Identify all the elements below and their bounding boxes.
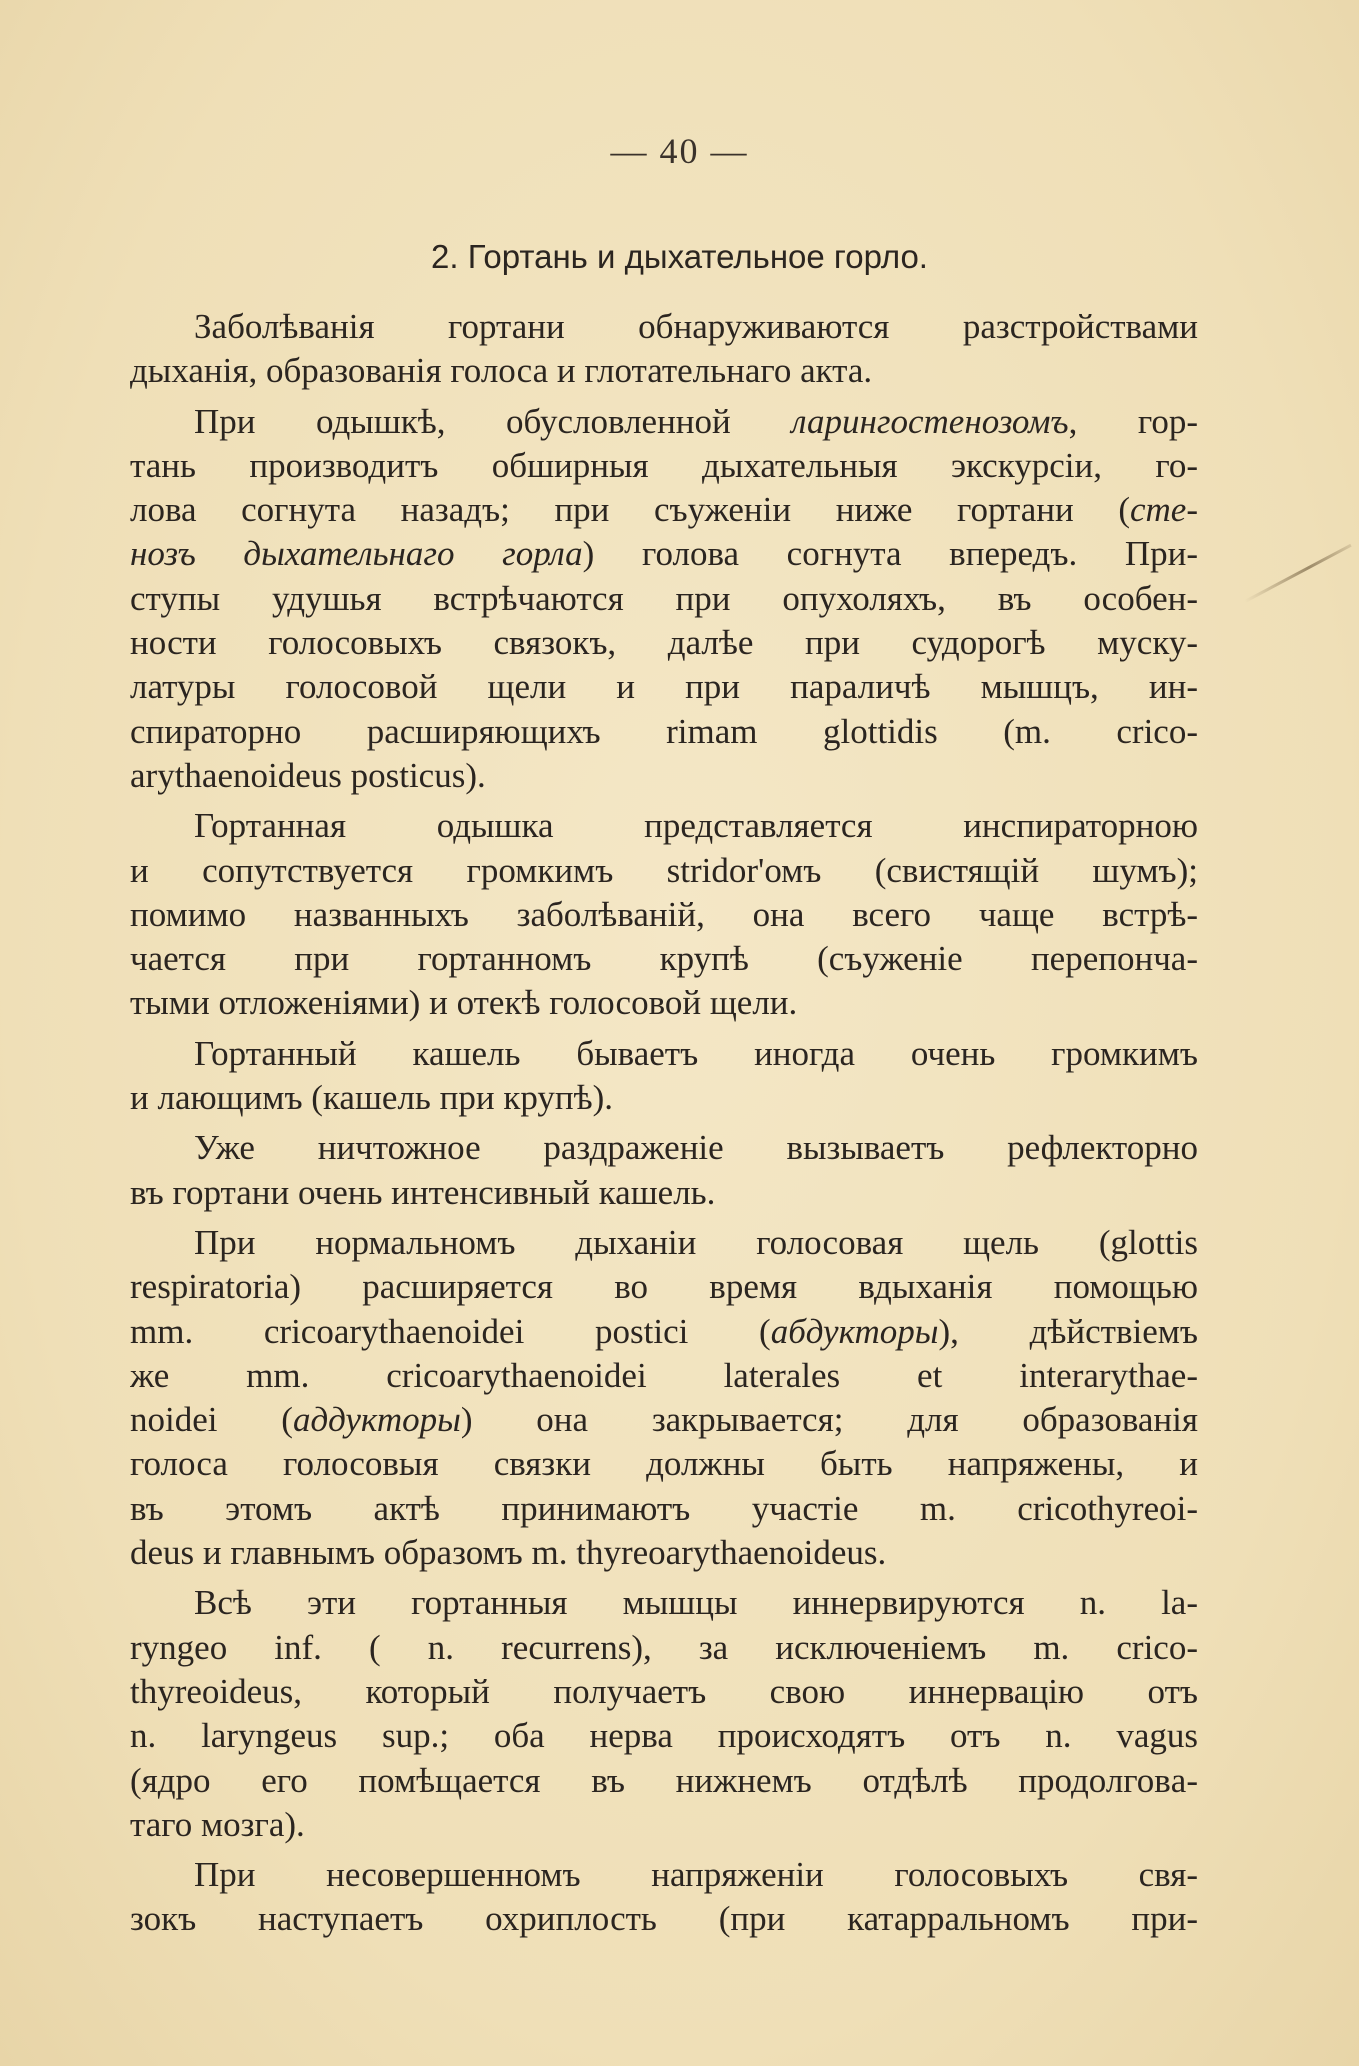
- text-line: чается при гортанномъ крупѣ (съуженіе перепонча-: [130, 939, 1198, 979]
- text-line: n. laryngeus sup.; оба нерва происходятъ отъ n. vagus: [130, 1716, 1198, 1756]
- text-line: thyreoideus, который получаетъ свою иннервацію отъ: [130, 1671, 1198, 1711]
- text-line: зокъ наступаетъ охриплость (при катарральномъ при-: [130, 1899, 1198, 1939]
- text-line: въ гортани очень интенсивный кашель.: [130, 1172, 716, 1212]
- text-line: таго мозга).: [130, 1804, 305, 1844]
- text-line: нозъ дыхательнаго горла) голова согнута впередъ. При-: [130, 534, 1198, 574]
- text-line: deus и главнымъ образомъ m. thyreoarythaenoideus.: [130, 1533, 887, 1573]
- text-line: дыханія, образованія голоса и глотательнаго акта.: [130, 351, 873, 391]
- text-line: Всѣ эти гортанныя мышцы иннервируются n. la-: [194, 1583, 1198, 1623]
- text-line: латуры голосовой щели и при параличѣ мышцъ, ин-: [130, 667, 1198, 707]
- text-line: mm. cricoarythaenoidei postici (абдукторы), дѣйствіемъ: [130, 1311, 1198, 1351]
- text-line: Гортанный кашель бываетъ иногда очень громкимъ: [194, 1033, 1198, 1073]
- pencil-mark: [1244, 544, 1351, 603]
- text-line: тыми отложеніями) и отекѣ голосовой щели.: [130, 983, 798, 1023]
- text-line: noidei (аддукторы) она закрывается; для образованія: [130, 1400, 1198, 1440]
- text-line: Уже ничтожное раздраженіе вызываетъ рефлекторно: [194, 1128, 1198, 1168]
- text-line: же mm. cricoarythaenoidei laterales et interarythae-: [130, 1355, 1198, 1395]
- text-line: въ этомъ актѣ принимаютъ участіе m. cricothyreoi-: [130, 1488, 1198, 1528]
- text-line: ступы удушья встрѣчаются при опухоляхъ, въ особен-: [130, 578, 1198, 618]
- text-line: При одышкѣ, обусловленной ларингостенозомъ, гор-: [194, 401, 1198, 441]
- text-line: ности голосовыхъ связокъ, далѣе при судорогѣ муску-: [130, 623, 1198, 663]
- text-line: arythaenoideus posticus).: [130, 755, 486, 795]
- text-line: тань производитъ обширныя дыхательныя экскурсіи, го-: [130, 445, 1198, 485]
- text-line: и лающимъ (кашель при крупѣ).: [130, 1078, 614, 1118]
- text-line: лова согнута назадъ; при съуженіи ниже гортани (сте-: [130, 490, 1198, 530]
- text-line: При несовершенномъ напряженіи голосовыхъ свя-: [194, 1855, 1198, 1895]
- text-line: Гортанная одышка представляется инспираторною: [194, 806, 1198, 846]
- text-line: (ядро его помѣщается въ нижнемъ отдѣлѣ продолговa-: [130, 1760, 1198, 1800]
- text-line: Заболѣванія гортани обнаруживаются разстройствами: [194, 307, 1198, 346]
- page-number: — 40 —: [610, 131, 749, 171]
- text-line: голоса голосовыя связки должны быть напряжены, и: [130, 1444, 1198, 1484]
- text-line: спираторно расширяющихъ rimam glottidis (m. crico-: [130, 711, 1198, 751]
- text-line: При нормальномъ дыханіи голосовая щель (glottis: [194, 1222, 1198, 1262]
- text-line: помимо названныхъ заболѣваній, она всего чаще встрѣ-: [130, 894, 1198, 934]
- body-text: [130, 305, 1198, 1942]
- section-title: 2. Гортань и дыхательное горло.: [431, 238, 928, 275]
- text-line: и сопутствуется громкимъ stridor'омъ (свистящій шумъ);: [130, 850, 1198, 890]
- text-line: respiratoria) расширяется во время вдыханія помощью: [130, 1267, 1198, 1307]
- text-line: ryngeo inf. ( n. recurrens), за исключеніемъ m. crico-: [130, 1627, 1198, 1667]
